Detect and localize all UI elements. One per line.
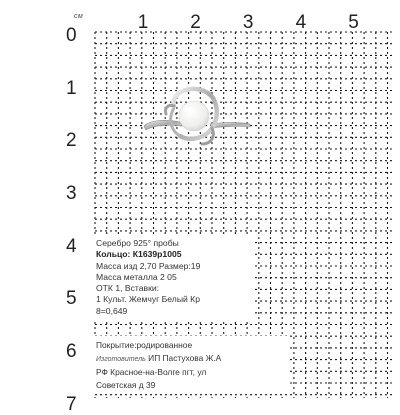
manufacturer-prefix: Изготовитель [96, 355, 146, 363]
unit-label: см [74, 13, 84, 20]
manufacturer-name: ИП Пастухова Ж.А [148, 352, 222, 363]
y-axis-number: 4 [66, 235, 77, 257]
y-axis-number: 7 [66, 393, 77, 415]
pearl-description: 1 Культ. Жемчуг Белый Кр [96, 294, 200, 305]
address-line-2: Советская д 39 [96, 379, 156, 390]
maker-label [90, 336, 290, 394]
address-line-1: РФ Красное-на-Волге пгт, ул [96, 367, 207, 378]
y-axis-number: 5 [66, 288, 77, 310]
pearl-value: 8=0,649 [96, 305, 128, 316]
y-axis-number: 1 [66, 77, 77, 99]
article-number: Кольцо: К1639р1005 [96, 249, 182, 260]
metal-weight: Масса металла 2 05 [96, 271, 177, 282]
x-axis-number: 2 [190, 12, 201, 33]
product-label [90, 236, 255, 320]
x-axis-number: 3 [242, 12, 254, 33]
weight-size: Масса изд 2,70 Размер:19 [96, 260, 201, 271]
metal-assay: Серебро 925° пробы [96, 238, 179, 248]
y-axis-number: 3 [66, 182, 77, 204]
x-axis-number: 4 [295, 12, 307, 33]
silver-pearl-ring [140, 86, 260, 156]
x-axis-number: 1 [137, 12, 149, 33]
y-axis-number: 2 [66, 130, 77, 152]
inspection-inserts: ОТК 1, Вставки: [96, 283, 160, 294]
manufacturer [96, 352, 286, 367]
y-axis-number: 6 [66, 340, 77, 362]
coating: Покрытие:родированное [96, 340, 193, 350]
origin-number: 0 [66, 25, 77, 46]
x-axis-number: 5 [348, 12, 359, 33]
